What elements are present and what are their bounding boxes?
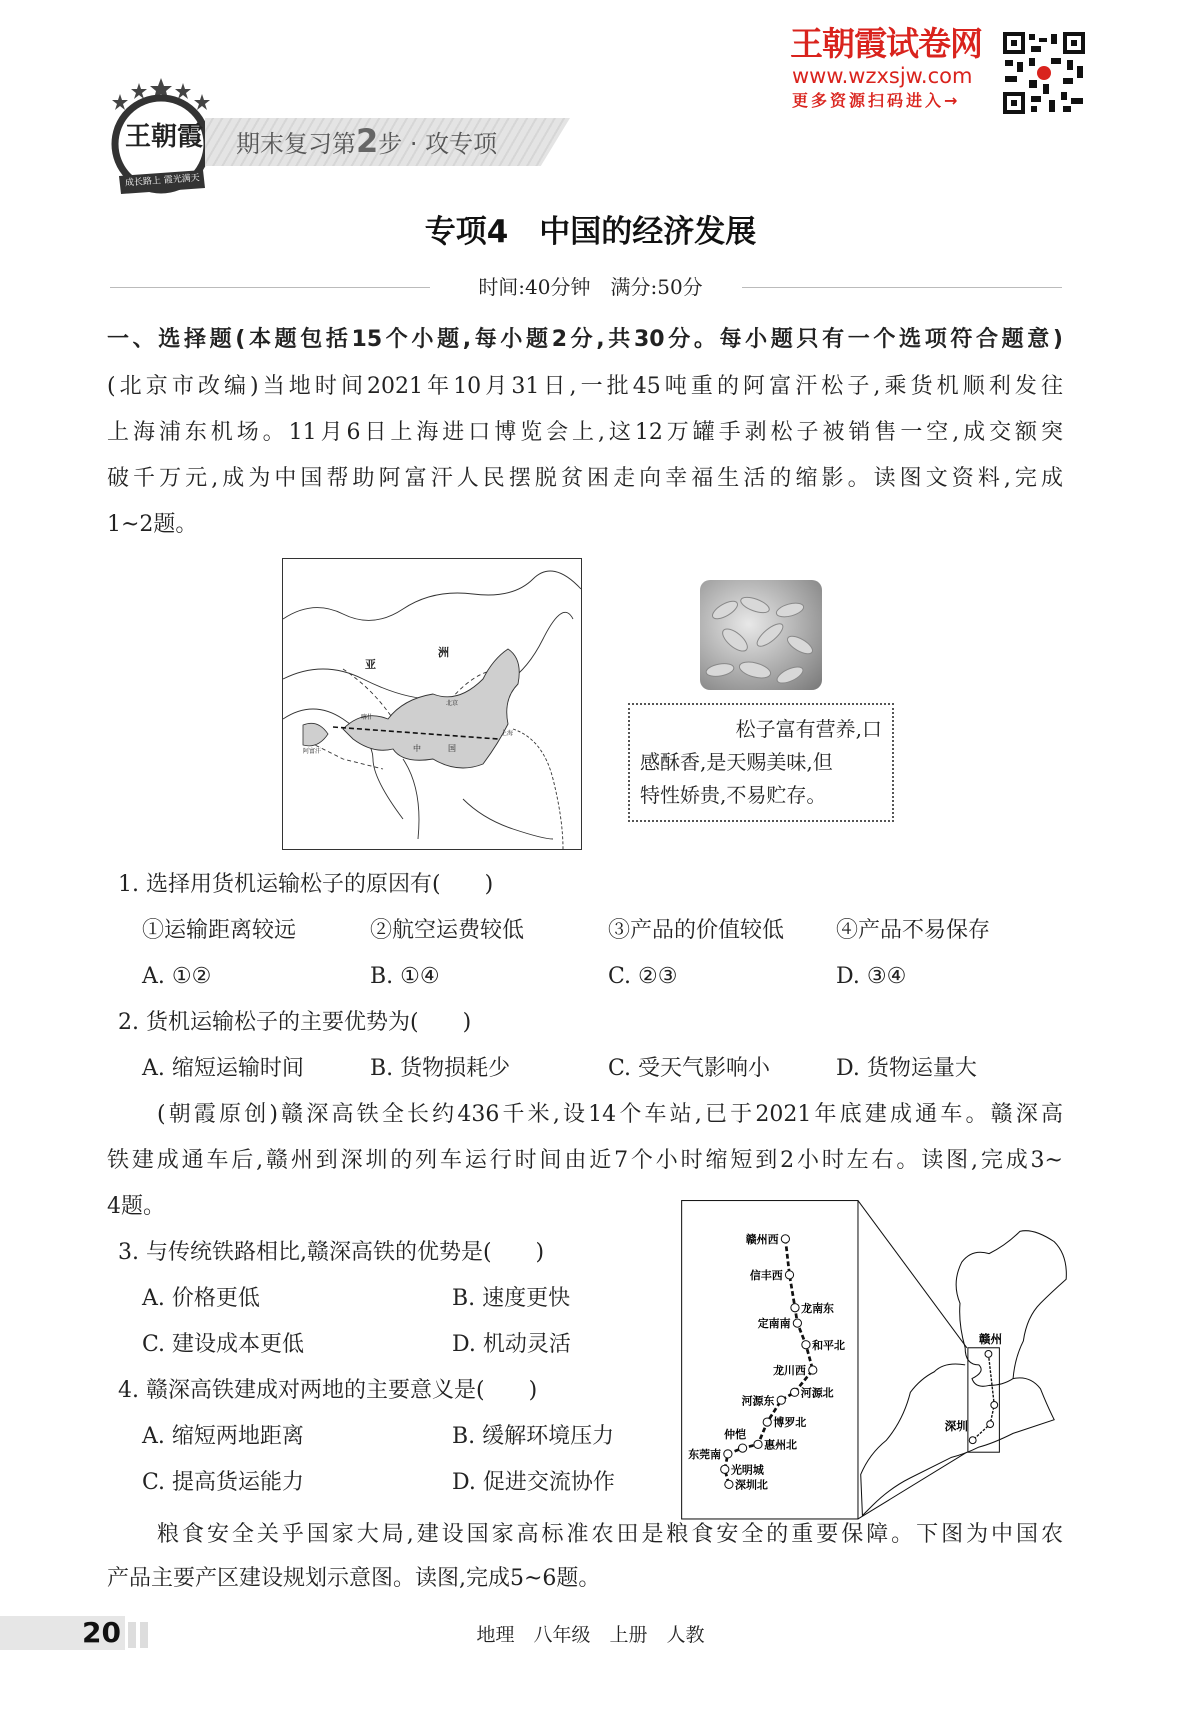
asia-map <box>282 558 582 850</box>
logo-text: 王朝霞 <box>125 122 204 152</box>
city-dot <box>991 1402 998 1409</box>
station-label: 信丰西 <box>749 1268 783 1282</box>
q1-option-b[interactable]: B. ①④ <box>370 964 440 989</box>
pine-box-line: 感酥香,是天赐美味,但 <box>640 750 833 774</box>
page-title: 专项4 中国的经济发展 <box>424 214 757 250</box>
station-label: 惠州北 <box>764 1438 797 1452</box>
station-dot <box>763 1418 771 1426</box>
q2-option-d[interactable]: D. 货物运量大 <box>836 1056 977 1081</box>
q4-option-b[interactable]: B. 缓解环境压力 <box>452 1424 615 1449</box>
station-label: 博罗北 <box>773 1416 807 1430</box>
q4-stem: 4. 赣深高铁建成对两地的主要意义是( ) <box>118 1378 538 1403</box>
ganshen-railway-map <box>650 1180 1181 1520</box>
map-label-shanghai: 上海 <box>501 730 514 737</box>
asia-map-figure <box>283 559 581 849</box>
brand-name: 王朝霞试卷网 <box>790 24 982 63</box>
city-dot <box>969 1437 976 1444</box>
station-label: 和平北 <box>812 1338 845 1352</box>
q1-option-d[interactable]: D. ③④ <box>836 964 907 989</box>
map-label-guo: 国 <box>448 744 456 753</box>
para2-line: (朝霞原创)赣深高铁全长约436千米,设14个车站,已于2021年底建成通车。赣深高 <box>157 1102 1063 1127</box>
pine-nuts-image <box>700 580 822 690</box>
station-dot <box>793 1319 801 1327</box>
para1-line: (北京市改编)当地时间2021年10月31日,一批45吨重的阿富汗松子,乘货机顺利发往 <box>107 374 1063 399</box>
exam-meta: 时间:40分钟 满分:50分 <box>478 275 703 299</box>
para1-line: 上海浦东机场。11月6日上海进口博览会上,这12万罐手剥松子被销售一空,成交额突 <box>107 420 1063 445</box>
qr-code-icon <box>1003 32 1085 114</box>
station-label: 龙川西 <box>773 1364 806 1378</box>
station-dot <box>809 1366 817 1374</box>
city-label-shenzhen: 深圳 <box>944 1418 968 1433</box>
footer-deco <box>128 1622 148 1648</box>
station-dot <box>791 1304 799 1312</box>
station-dot <box>738 1444 746 1452</box>
guangdong-outline <box>861 1364 1054 1516</box>
map-label-beijing: 北京 <box>446 700 459 707</box>
brand-cta: 更多资源扫码进入→ <box>792 91 961 110</box>
station-label: 仲恺 <box>724 1427 747 1441</box>
station-label: 龙南东 <box>801 1301 834 1315</box>
map-label-ya: 亚 <box>365 658 376 671</box>
para1-line: 1~2题。 <box>107 512 198 537</box>
pine-nut-photo <box>700 580 822 690</box>
pine-box-line: 特性娇贵,不易贮存。 <box>640 783 827 807</box>
station-dot <box>802 1341 810 1349</box>
section-heading: 一、选择题(本题包括15个小题,每小题2分,共30分。每小题只有一个选项符合题意) <box>107 327 1063 352</box>
footer-info: 地理 八年级 上册 人教 <box>476 1624 705 1646</box>
q2-option-a[interactable]: A. 缩短运输时间 <box>142 1056 304 1081</box>
station-dot <box>781 1235 789 1243</box>
qr-code[interactable] <box>1003 32 1085 114</box>
para3-line: 产品主要产区建设规划示意图。读图,完成5~6题。 <box>107 1566 601 1591</box>
q1-item: ③产品的价值较低 <box>608 918 785 943</box>
map-label-kashgar: 喀什 <box>361 714 374 721</box>
q3-option-b[interactable]: B. 速度更快 <box>452 1286 571 1311</box>
station-label: 赣州西 <box>745 1233 779 1247</box>
station-label: 深圳北 <box>735 1478 768 1492</box>
city-dot <box>985 1351 992 1358</box>
q3-option-c[interactable]: C. 建设成本更低 <box>142 1332 305 1357</box>
inset-frame <box>682 1201 858 1519</box>
para1-line: 破千万元,成为中国帮助阿富汗人民摆脱贫困走向幸福生活的缩影。读图文资料,完成 <box>107 466 1063 491</box>
logo <box>105 78 217 200</box>
station-dot <box>777 1396 785 1404</box>
q2-option-c[interactable]: C. 受天气影响小 <box>608 1056 771 1081</box>
station-dot <box>785 1271 793 1279</box>
q4-option-c[interactable]: C. 提高货运能力 <box>142 1470 305 1495</box>
station-label: 光明城 <box>730 1463 764 1477</box>
q4-option-d[interactable]: D. 促进交流协作 <box>452 1470 615 1495</box>
q1-item: ①运输距离较远 <box>142 918 297 943</box>
q1-item: ②航空运费较低 <box>370 918 525 943</box>
province-outline <box>956 1231 1066 1387</box>
station-dot <box>754 1440 762 1448</box>
para2-line: 铁建成通车后,赣州到深圳的列车运行时间由近7个小时缩短到2小时左右。读图,完成3~ <box>107 1148 1063 1173</box>
station-dot <box>791 1388 799 1396</box>
station-label: 河源东 <box>741 1394 775 1408</box>
pine-box-line: 松子富有营养,口 <box>735 717 882 741</box>
logo-slogan: 成长路上 霞光满天 <box>124 173 201 189</box>
para3-line: 粮食安全关乎国家大局,建设国家高标准农田是粮食安全的重要保障。下图为中国农 <box>157 1522 1063 1547</box>
q1-option-a[interactable]: A. ①② <box>142 964 212 989</box>
q1-option-c[interactable]: C. ②③ <box>608 964 678 989</box>
q2-option-b[interactable]: B. 货物损耗少 <box>370 1056 511 1081</box>
station-label: 河源北 <box>800 1386 834 1400</box>
brand-url[interactable]: www.wzxsjw.com <box>792 64 973 88</box>
station-dot <box>724 1450 732 1458</box>
map-label-zhong: 中 <box>413 744 421 753</box>
q1-item: ④产品不易保存 <box>836 918 991 943</box>
page-number: 20 <box>82 1616 121 1649</box>
city-dot <box>987 1421 994 1428</box>
q3-stem: 3. 与传统铁路相比,赣深高铁的优势是( ) <box>118 1240 545 1265</box>
q4-option-a[interactable]: A. 缩短两地距离 <box>142 1424 304 1449</box>
city-label-ganzhou: 赣州 <box>978 1331 1003 1346</box>
banner-title: 期末复习第2步 · 攻专项 <box>236 122 498 160</box>
q1-stem: 1. 选择用货机运输松子的原因有( ) <box>118 872 494 897</box>
q2-stem: 2. 货机运输松子的主要优势为( ) <box>118 1010 472 1035</box>
station-label: 定南南 <box>757 1317 791 1331</box>
station-dot <box>721 1465 729 1473</box>
pine-nut-info-box <box>628 703 894 822</box>
station-dot <box>725 1480 733 1488</box>
map-label-zhou: 洲 <box>438 646 449 659</box>
q3-option-d[interactable]: D. 机动灵活 <box>452 1332 571 1357</box>
station-label: 东莞南 <box>688 1448 722 1462</box>
q3-option-a[interactable]: A. 价格更低 <box>142 1286 260 1311</box>
map-label-afghanistan: 阿富汗 <box>303 748 322 755</box>
para2-line: 4题。 <box>107 1194 165 1219</box>
